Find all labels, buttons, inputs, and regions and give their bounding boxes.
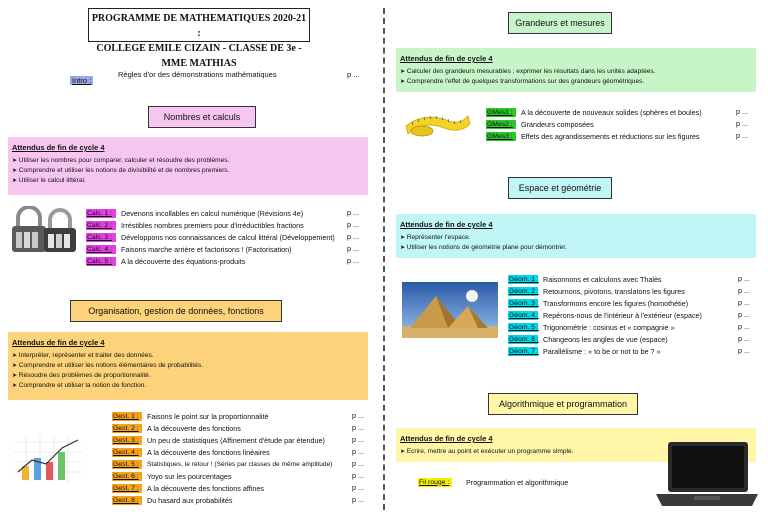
chapter-row[interactable] — [508, 333, 668, 345]
chapter-label: Raisonnons et calculons avec Thalès — [543, 274, 662, 284]
chapter-label: Retournons, pivotons, translatons les figures — [543, 286, 685, 296]
attendus-item: ➤ Ecrire, mettre au point et exécuter un programme simple. — [400, 447, 752, 457]
chapter-tag: Fil rouge : — [418, 478, 452, 487]
attendus-item: ➤ Représenter l'espace. — [400, 233, 752, 243]
chapter-tag: Calc. 1 : — [86, 209, 116, 218]
attendus-heading: Attendus de fin de cycle 4 — [400, 434, 493, 443]
measuring-tape-icon — [402, 104, 472, 138]
padlock-icon — [8, 206, 80, 258]
chapter-row[interactable] — [508, 321, 675, 333]
chapter-row[interactable] — [112, 470, 231, 482]
section-title-organisation: Organisation, gestion de données, fonctions — [70, 300, 282, 322]
chapter-label: Du hasard aux probabilités — [147, 495, 233, 505]
attendus-nombres — [8, 137, 368, 195]
chapter-label: Trigonométrie : cosinus et « compagnie » — [543, 322, 675, 332]
section-title-nombres: Nombres et calculs — [148, 106, 256, 128]
chapter-page: p ... — [736, 107, 748, 116]
document-title — [88, 8, 310, 69]
laptop-icon — [654, 440, 760, 508]
attendus-item: ➤ Comprendre et utiliser les notions de divisibilité et de nombres premiers. — [12, 166, 364, 176]
chapter-page: p ... — [738, 310, 750, 319]
chapter-page: p ... — [347, 256, 359, 265]
chapter-tag: Géom. 2 : — [509, 287, 539, 295]
chapter-label: A la découverte des fonctions linéaires — [147, 447, 270, 457]
attendus-item: ➤ Utiliser les nombres pour comparer, calculer et résoudre des problèmes. — [12, 156, 364, 166]
chapter-page: p ... — [738, 298, 750, 307]
attendus-item: ➤ Résoudre des problèmes de proportionnalité. — [12, 371, 364, 381]
chapter-page: p ... — [736, 119, 748, 128]
chapter-label: Parallélisme : « to be or not to be ? » — [543, 346, 661, 356]
section-title-espace: Espace et géométrie — [508, 177, 612, 199]
chapter-tag: GMes3 : — [486, 132, 516, 141]
chapter-page: p ... — [347, 220, 359, 229]
chapter-page: p ... — [352, 411, 364, 420]
chapter-label: Yoyo sur les pourcentages — [147, 471, 232, 481]
chapter-row[interactable] — [112, 458, 332, 470]
chapter-tag: Gest. 4 : — [112, 448, 142, 457]
chapter-label: A la découverte des fonctions — [147, 423, 241, 433]
chapter-tag: Gest. 1 : — [112, 412, 142, 421]
chapter-row[interactable] — [86, 243, 292, 255]
chapter-page: p ... — [738, 286, 750, 295]
chapter-row[interactable] — [86, 255, 245, 267]
chapter-row[interactable] — [112, 494, 233, 506]
chapter-tag: GMes1 : — [486, 108, 516, 117]
attendus-grandeurs — [396, 48, 756, 92]
chapter-page: p ... — [738, 346, 750, 355]
chapter-page: p ... — [352, 435, 364, 444]
chapter-tag: Géom. 7 : — [509, 347, 539, 355]
section-title-algo: Algorithmique et programmation — [488, 393, 638, 415]
attendus-organisation — [8, 332, 368, 400]
title-line-2: COLLEGE EMILE CIZAIN - CLASSE DE 3e - MME MATHIAS — [96, 43, 302, 69]
chapter-label: Faisons le point sur la proportionnalité — [147, 411, 269, 421]
chapter-row[interactable] — [86, 219, 304, 231]
chapter-page: p ... — [347, 208, 359, 217]
chapter-row[interactable] — [112, 434, 325, 446]
chapter-label: Devenons incollables en calcul numérique (Révisions 4e) — [121, 208, 304, 218]
chapter-page: p ... — [738, 322, 750, 331]
chapter-page: p ... — [347, 244, 359, 253]
attendus-item: ➤ Comprendre et utiliser les notions élémentaires de probabilités. — [12, 361, 364, 371]
chapter-label: Développons nos connaissances de calcul littéral (Développement) — [121, 232, 335, 242]
chapter-page: p ... — [738, 334, 750, 343]
chapter-page: p ... — [352, 459, 364, 468]
chapter-tag: Gest. 2 : — [112, 424, 142, 433]
chapter-label: Statistiques, le retour ! (Séries par classes de même amplitude) — [147, 460, 333, 468]
chapter-tag: Gest. 7 : — [112, 484, 142, 493]
chapter-tag: Gest. 3 : — [112, 436, 142, 445]
intro-row[interactable] — [70, 70, 93, 88]
intro-page: p ... — [347, 70, 360, 79]
attendus-heading: Attendus de fin de cycle 4 — [12, 143, 105, 152]
chapter-row[interactable] — [508, 345, 660, 357]
intro-tag: Intro : — [72, 76, 92, 85]
chapter-tag: Calc. 5 : — [86, 257, 116, 266]
intro-label: Règles d'or des démonstrations mathématiques — [118, 70, 277, 79]
chapter-row[interactable] — [112, 482, 264, 494]
chapter-row[interactable] — [112, 446, 270, 458]
chapter-row[interactable] — [508, 309, 702, 321]
attendus-heading: Attendus de fin de cycle 4 — [400, 220, 493, 229]
chapter-row[interactable] — [86, 231, 335, 243]
chapter-row[interactable] — [508, 273, 662, 285]
chapter-tag: Calc. 2 : — [86, 221, 116, 230]
chapter-page: p ... — [352, 423, 364, 432]
chapter-tag: Géom. 4 : — [509, 311, 539, 319]
chapter-page: p ... — [347, 232, 359, 241]
chapter-page: p ... — [738, 274, 750, 283]
chapter-label: Changeons les angles de vue (espace) — [543, 334, 668, 344]
title-line-1: PROGRAMME DE MATHEMATIQUES 2020-21 : — [91, 13, 307, 39]
chapter-label: Irréstibles nombres premiers pour d'irréductibles fractions — [121, 220, 304, 230]
chapter-row[interactable] — [112, 410, 268, 422]
chapter-label: Transformons encore les figures (homothétie) — [543, 298, 689, 308]
chapter-label: Faisons marche arrière et factorisons ! (Factorisation) — [121, 244, 292, 254]
chapter-label: Grandeurs composées — [521, 119, 594, 129]
chapter-label: Repérons-nous de l'intérieur à l'extérieur (espace) — [543, 310, 702, 320]
chapter-page: p ... — [352, 471, 364, 480]
column-divider — [383, 8, 385, 510]
chapter-row[interactable] — [486, 106, 702, 118]
chapter-label: Programmation et algorithmique — [466, 477, 569, 487]
attendus-item: ➤ Calculer des grandeurs mesurables ; exprimer les résultats dans les unités adaptées. — [400, 67, 752, 77]
chapter-row[interactable] — [486, 118, 594, 130]
chapter-row[interactable] — [418, 476, 568, 488]
chapter-row[interactable] — [508, 297, 688, 309]
chapter-tag: Gest. 8 : — [112, 496, 142, 505]
chapter-page: p ... — [352, 447, 364, 456]
chapter-tag: Gest. 6 : — [112, 472, 142, 481]
chapter-label: Un peu de statistiques (Affinement d'étude par étendue) — [147, 435, 325, 445]
attendus-heading: Attendus de fin de cycle 4 — [12, 338, 105, 347]
attendus-item: ➤ Interpréter, représenter et traiter des données. — [12, 351, 364, 361]
chart-illustration-icon — [10, 432, 86, 488]
chapter-page: p ... — [352, 495, 364, 504]
attendus-heading: Attendus de fin de cycle 4 — [400, 54, 493, 63]
chapter-page: p ... — [352, 483, 364, 492]
chapter-label: A la découverte de nouveaux solides (sphères et boules) — [521, 107, 702, 117]
chapter-tag: Géom. 5 : — [509, 323, 539, 331]
chapter-label: A la découverte des fonctions affines — [147, 483, 264, 493]
chapter-page: p ... — [736, 131, 748, 140]
chapter-label: A la découverte des équations-produits — [121, 256, 246, 266]
attendus-item: ➤ Comprendre l'effet de quelques transformations sur des grandeurs géométriques. — [400, 77, 752, 87]
chapter-tag: GMes2 : — [486, 120, 516, 129]
chapter-tag: Gest. 5 : — [112, 460, 142, 469]
attendus-item: ➤ Utiliser le calcul littéral. — [12, 176, 364, 186]
attendus-item: ➤ Utiliser les notions de géométrie plane pour démontrer. — [400, 243, 752, 253]
chapter-row[interactable] — [112, 422, 241, 434]
attendus-item: ➤ Comprendre et utiliser la notion de fonction. — [12, 381, 364, 391]
chapter-tag: Calc. 3 : — [86, 233, 116, 242]
chapter-tag: Géom. 1 : — [509, 275, 539, 283]
chapter-row[interactable] — [86, 207, 303, 219]
chapter-tag: Calc. 4 : — [86, 245, 116, 254]
chapter-tag: Géom. 6 : — [509, 335, 539, 343]
attendus-espace — [396, 214, 756, 258]
pyramids-icon — [402, 282, 498, 338]
section-title-grandeurs: Grandeurs et mesures — [508, 12, 612, 34]
chapter-label: Effets des agrandissements et réductions sur les figures — [521, 131, 700, 141]
chapter-tag: Géom. 3 : — [509, 299, 539, 307]
chapter-row[interactable] — [508, 285, 685, 297]
chapter-row[interactable] — [486, 130, 699, 142]
